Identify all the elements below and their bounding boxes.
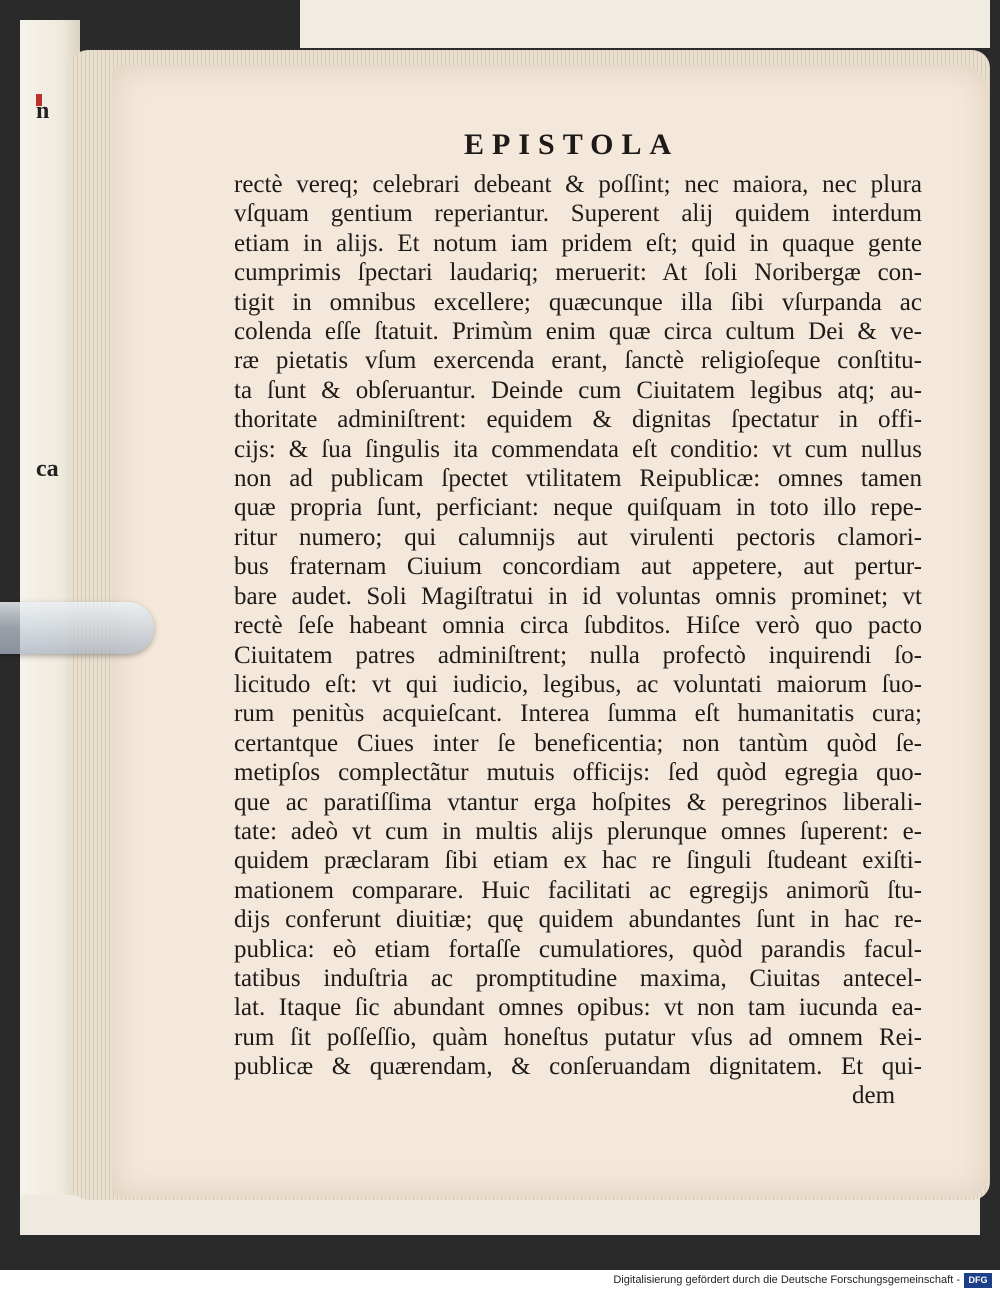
text-line: bare audet. Soli Magiſtratui in id voluntas omnis prominet; vt <box>234 582 922 610</box>
glass-page-holder <box>0 602 154 654</box>
text-line: ritur numero; qui calumnijs aut virulenti pectoris clamori- <box>234 523 922 551</box>
dfg-logo-icon: DFG <box>964 1273 992 1288</box>
facing-page-top-strip <box>300 0 990 48</box>
text-line: que ac paratiſſima vtantur erga hoſpites & peregrinos liberali- <box>234 788 922 816</box>
text-line: rectè ſeſe habeant omnia circa ſubditos. Hiſce verò quo pacto <box>234 612 922 640</box>
text-line: vſquam gentium reperiantur. Superent alij quidem interdum <box>234 200 922 228</box>
text-line: publicæ & quærendam, & conſeruandam dignitatem. Et qui- <box>234 1053 922 1081</box>
footer-bar <box>0 1270 1000 1293</box>
text-line: Ciuitatem patres adminiſtrent; nulla profectò inquirendi ſo- <box>234 641 922 669</box>
text-line: licitudo eſt: vt qui iudicio, legibus, ac voluntati maiorum ſuo- <box>234 670 922 698</box>
text-line: cijs: & ſua ſingulis ita commendata eſt conditio: vt cum nullus <box>234 435 922 463</box>
margin-glyph: ca <box>36 456 59 482</box>
text-line: tatibus induſtria ac promptitudine maxima, Ciuitas antecel- <box>234 964 922 992</box>
text-line: thoritate adminiſtrent: equidem & dignitas ſpectatur in offi- <box>234 406 922 434</box>
text-line: tigit in omnibus excellere; quæcunque illa ſibi vſurpanda ac <box>234 288 922 316</box>
text-line: rum ſit poſſeſſio, quàm honeſtus putatur vſus ad omnem Rei- <box>234 1023 922 1051</box>
text-line: colenda eſſe ſtatuit. Primùm enim quæ circa cultum Dei & ve- <box>234 318 922 346</box>
text-line: bus fraternam Ciuium concordiam aut appetere, aut pertur- <box>234 553 922 581</box>
page-body <box>234 170 922 1082</box>
text-line: ræ pietatis vſum exercenda erant, ſanctè religioſeque conſtitu- <box>234 347 922 375</box>
text-line: quidem præclaram ſibi etiam ex hac re ſinguli ſtudeant exiſti- <box>234 847 922 875</box>
text-line: cumprimis ſpectari laudariq; meruerit: At ſoli Noribergæ con- <box>234 259 922 287</box>
text-line: etiam in alijs. Et notum iam pridem eſt; quid in quaque gente <box>234 229 922 257</box>
text-line: ta ſunt & obſeruantur. Deinde cum Ciuitatem legibus atq; au- <box>234 376 922 404</box>
text-line: lat. Itaque ſic abundant omnes opibus: vt non tam iucunda ea- <box>234 994 922 1022</box>
text-line: rectè vereq; celebrari debeant & poſſint; nec maiora, nec plura <box>234 171 922 198</box>
footer-credit: Digitalisierung gefördert durch die Deutsche Forschungsgemeinschaft - <box>613 1274 960 1286</box>
facing-page-bottom-strip <box>20 1195 980 1235</box>
text-line: quæ propria ſunt, perficiant: neque quiſquam in toto illo repe- <box>234 494 922 522</box>
page-heading: EPISTOLA <box>464 128 680 161</box>
text-line: metipſos complectãtur mutuis officijs: ſed quòd egregia quo- <box>234 759 922 787</box>
catchword: dem <box>852 1082 896 1109</box>
text-line: tate: adeò vt cum in multis alijs plerunque omnes ſuperent: e- <box>234 817 922 845</box>
text-line: rum penitùs acquieſcant. Interea ſumma eſt humanitatis cura; <box>234 700 922 728</box>
text-line: dijs conferunt diuitiæ; quę quidem abundantes ſunt in hac re- <box>234 906 922 934</box>
margin-glyph: n <box>36 98 50 124</box>
text-line: non ad publicam ſpectet vtilitatem Reipublicæ: omnes tamen <box>234 465 922 493</box>
text-line: mationem comparare. Huic facilitati ac egregijs animorũ ſtu- <box>234 876 922 904</box>
text-line: certantque Ciues inter ſe beneficentia; non tantùm quòd ſe- <box>234 729 922 757</box>
text-line: publica: eò etiam fortaſſe cumulatiores, quòd parandis facul- <box>234 935 922 963</box>
